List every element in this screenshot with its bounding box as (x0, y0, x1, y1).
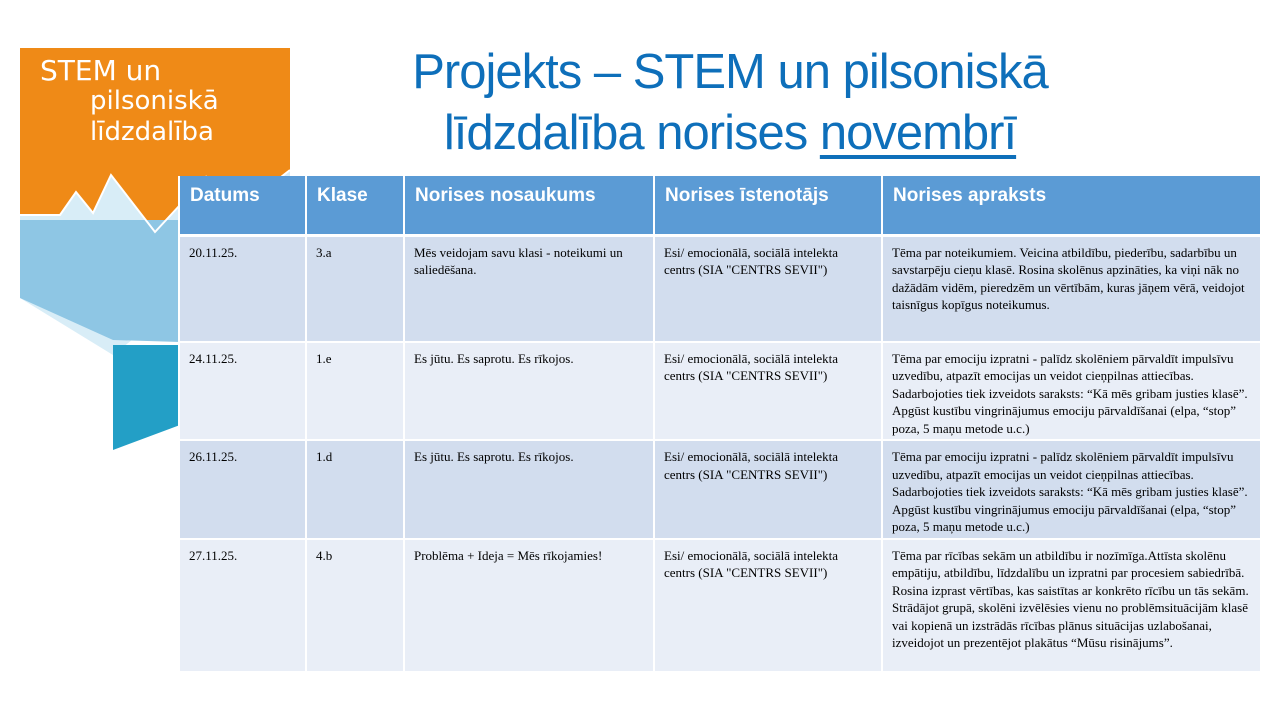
header-class: Klase (306, 176, 404, 235)
slide-title (330, 42, 1130, 164)
header-provider: Norises īstenotājs (654, 176, 882, 235)
cell-class: 3.a (306, 235, 404, 342)
cell-class: 4.b (306, 539, 404, 672)
logo-text (40, 55, 219, 148)
logo-light-blue-shape (20, 220, 180, 342)
logo-line-3: līdzdalība (90, 117, 214, 147)
title-line-2 (330, 103, 1130, 164)
cell-provider: Esi/ emocionālā, sociālā intelekta centrs (SIA "CENTRS SEVII") (654, 440, 882, 539)
table-header-row (179, 176, 1261, 235)
cell-provider: Esi/ emocionālā, sociālā intelekta centrs (SIA "CENTRS SEVII") (654, 235, 882, 342)
cell-description: Tēma par emociju izpratni - palīdz skolēniem pārvaldīt impulsīvu uzvedību, atpazīt emocijas un veidot cieņpilnas attiecības. Sadarbojoties tiek izveidots saraksts: “Kā mēs gribam justies klasē”. Apgūst kustību vingrinājumus emociju pārvaldīšanai (elpa, “stop” poza, 5 maņu metode u.c.) (882, 440, 1261, 539)
cell-event-name: Mēs veidojam savu klasi - noteikumi un saliedēšana. (404, 235, 654, 342)
cell-event-name: Es jūtu. Es saprotu. Es rīkojos. (404, 342, 654, 441)
header-date: Datums (179, 176, 306, 235)
logo-line-1: STEM un (40, 54, 162, 87)
header-description: Norises apraksts (882, 176, 1261, 235)
table-row (179, 440, 1261, 539)
cell-date: 27.11.25. (179, 539, 306, 672)
title-line-1: Projekts – STEM un pilsoniskā (412, 45, 1048, 99)
table-row (179, 342, 1261, 441)
cell-class: 1.e (306, 342, 404, 441)
title-line-2-text: līdzdalība norises (443, 106, 820, 160)
logo-line-2: pilsoniskā (90, 86, 219, 116)
cell-description: Tēma par rīcības sekām un atbildību ir nozīmīga.Attīsta skolēnu empātiju, atbildību, līdzdalību un izpratni par procesiem sabiedrībā. Rosina izprast vērtības, kas saistītas ar konkrēto rīcību un tās sekām. Strādājot grupā, skolēni izvēlēsies vienu no problēmsituācijām klasē vai kopienā un izstrādās rīcības plānus situācijas uzlabošanai, izveidojot un prezentējot plakātus “Mūsu risinājums”. (882, 539, 1261, 672)
cell-event-name: Es jūtu. Es saprotu. Es rīkojos. (404, 440, 654, 539)
table-row (179, 539, 1261, 672)
cell-description: Tēma par emociju izpratni - palīdz skolēniem pārvaldīt impulsīvu uzvedību, atpazīt emocijas un veidot cieņpilnas attiecības. Sadarbojoties tiek izveidots saraksts: “Kā mēs gribam justies klasē”. Apgūst kustību vingrinājumus emociju pārvaldīšanai (elpa, “stop” poza, 5 maņu metode u.c.) (882, 342, 1261, 441)
logo-dark-blue-shape (113, 345, 180, 450)
cell-date: 26.11.25. (179, 440, 306, 539)
cell-date: 24.11.25. (179, 342, 306, 441)
cell-description: Tēma par noteikumiem. Veicina atbildību, piederību, sadarbību un savstarpēju cieņu klasē. Rosina skolēnus apzināties, ka viņi nāk no dažādām vidēm, pieredzēm un vērtībām, kuras jāņem vērā, veidojot taisnīgus kopīgus noteikumus. (882, 235, 1261, 342)
cell-date: 20.11.25. (179, 235, 306, 342)
cell-provider: Esi/ emocionālā, sociālā intelekta centrs (SIA "CENTRS SEVII") (654, 539, 882, 672)
table-row (179, 235, 1261, 342)
header-event-name: Norises nosaukums (404, 176, 654, 235)
cell-event-name: Problēma + Ideja = Mēs rīkojamies! (404, 539, 654, 672)
schedule-table (178, 176, 1262, 673)
title-month: novembrī (819, 106, 1017, 160)
cell-class: 1.d (306, 440, 404, 539)
cell-provider: Esi/ emocionālā, sociālā intelekta centrs (SIA "CENTRS SEVII") (654, 342, 882, 441)
